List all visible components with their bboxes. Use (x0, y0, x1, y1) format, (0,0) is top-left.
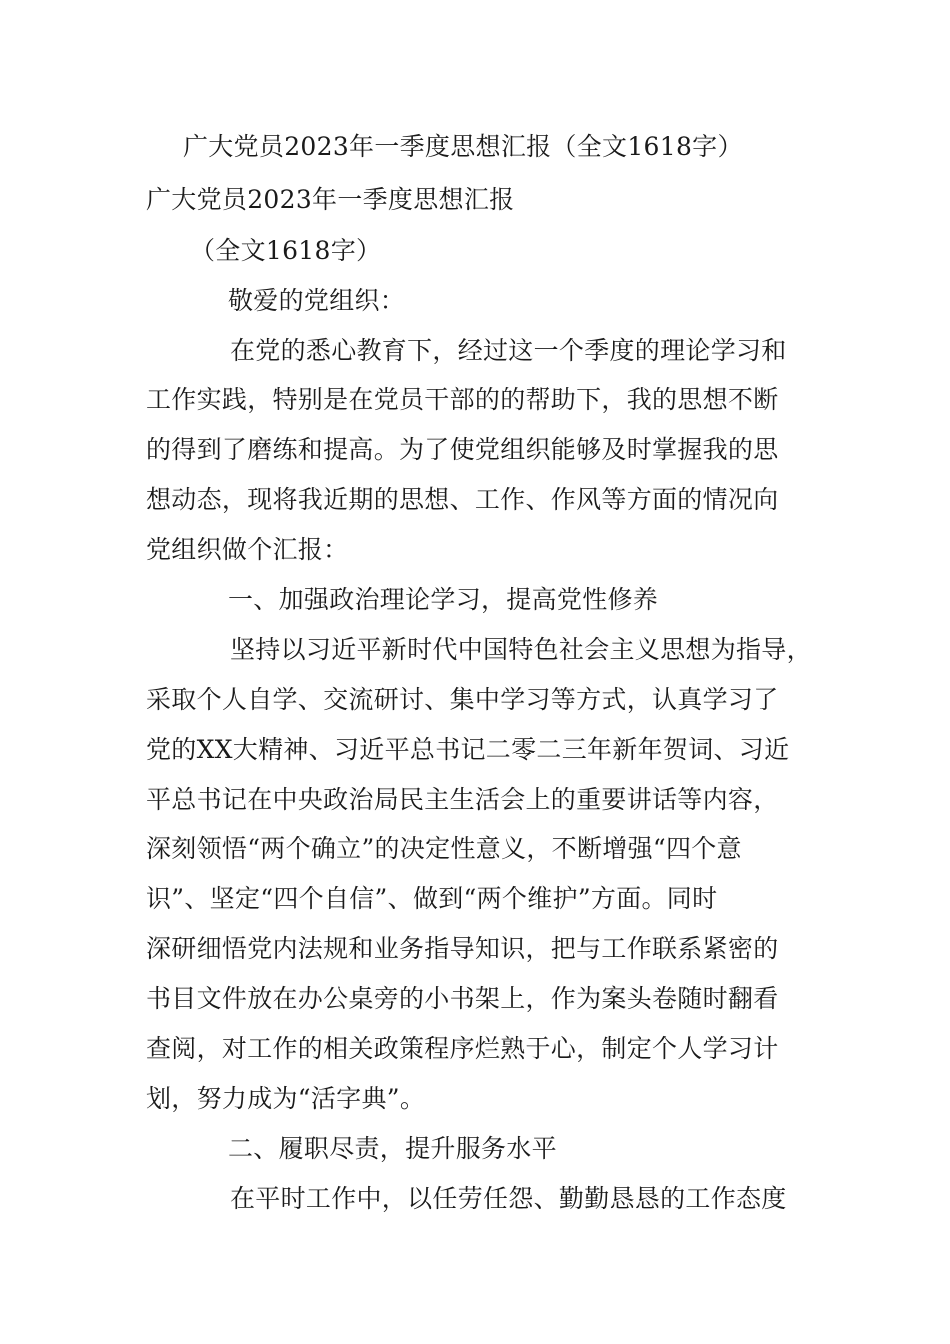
document-subtitle: 广大党员2023年一季度思想汇报 (146, 185, 515, 214)
intro-paragraph-line: 想动态，现将我近期的思想、工作、作风等方面的情况向 (146, 485, 779, 514)
section1-paragraph-line: 查阅，对工作的相关政策程序烂熟于心，制定个人学习计 (146, 1034, 779, 1063)
intro-paragraph-line: 党组织做个汇报： (146, 535, 349, 564)
section1-paragraph-line: 深刻领悟“两个确立”的决定性意义，不断增强“四个意 (146, 834, 742, 863)
section1-paragraph-line: 书目文件放在办公桌旁的小书架上，作为案头卷随时翻看 (146, 984, 779, 1013)
section2-paragraph-line: 在平时工作中，以任劳任怨、勤勤恳恳的工作态度 (230, 1184, 787, 1213)
section1-paragraph-line: 平总书记在中央政治局民主生活会上的重要讲话等内容， (146, 785, 779, 814)
section1-paragraph-line: 深研细悟党内法规和业务指导知识，把与工作联系紧密的 (146, 934, 779, 963)
intro-paragraph-line: 的得到了磨练和提高。为了使党组织能够及时掌握我的思 (146, 435, 779, 464)
section-heading-2: 二、履职尽责，提升服务水平 (228, 1134, 557, 1163)
intro-paragraph-line: 在党的悉心教育下，经过这一个季度的理论学习和 (230, 336, 787, 365)
section1-paragraph-line: 采取个人自学、交流研讨、集中学习等方式，认真学习了 (146, 685, 779, 714)
document-title: 广大党员2023年一季度思想汇报（全文1618字） (183, 132, 743, 161)
section1-paragraph-line: 识”、坚定“四个自信”、做到“两个维护”方面。同时 (146, 884, 718, 913)
intro-paragraph-line: 工作实践，特别是在党员干部的的帮助下，我的思想不断 (146, 385, 779, 414)
salutation: 敬爱的党组织： (228, 286, 406, 315)
section1-paragraph-line: 坚持以习近平新时代中国特色社会主义思想为指导， (230, 635, 812, 664)
section-heading-1: 一、加强政治理论学习，提高党性修养 (228, 585, 659, 614)
section1-paragraph-line: 党的XX大精神、习近平总书记二零二三年新年贺词、习近 (146, 735, 790, 764)
word-count-note: （全文1618字） (190, 236, 382, 265)
section1-paragraph-line: 划，努力成为“活字典”。 (146, 1084, 426, 1113)
